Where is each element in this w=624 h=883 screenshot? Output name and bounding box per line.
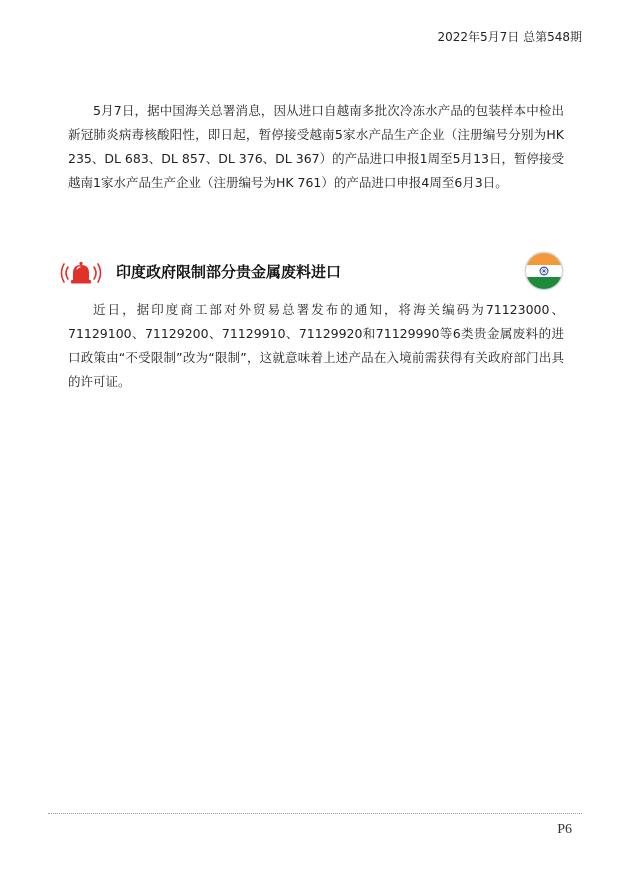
page-number: P6 xyxy=(557,822,572,837)
header-date-issue: 2022年5月7日 总第548期 xyxy=(437,30,582,44)
article-paragraph-vietnam-seafood: 5月7日，据中国海关总署消息，因从进口自越南多批次冷冻水产品的包装样本中检出新冠肺炎病毒核酸阳性，即日起，暂停接受越南5家水产品生产企业（注册编号分别为HK 235、DL 683、DL 857、DL 376、DL 367）的产品进口申报1周至5月13日，暂停接受越南1家水产品生产企业（注册编号为HK 761）的产品进口申报4周至6月3日。 xyxy=(68,103,564,190)
footer-divider xyxy=(48,813,582,814)
section-heading-india xyxy=(60,258,564,288)
india-flag-icon xyxy=(524,251,564,291)
alarm-bell-icon xyxy=(60,260,102,286)
article-paragraph-india-metal: 近日，据印度商工部对外贸易总署发布的通知，将海关编码为71123000、71129100、71129200、71129910、71129920和71129990等6类贵金属废料的进口政策由“不受限制”改为“限制”，这就意味着上述产品在入境前需获得有关政府部门出具的许可证。 xyxy=(68,302,564,389)
section-title: 印度政府限制部分贵金属废料进口 xyxy=(116,263,342,281)
